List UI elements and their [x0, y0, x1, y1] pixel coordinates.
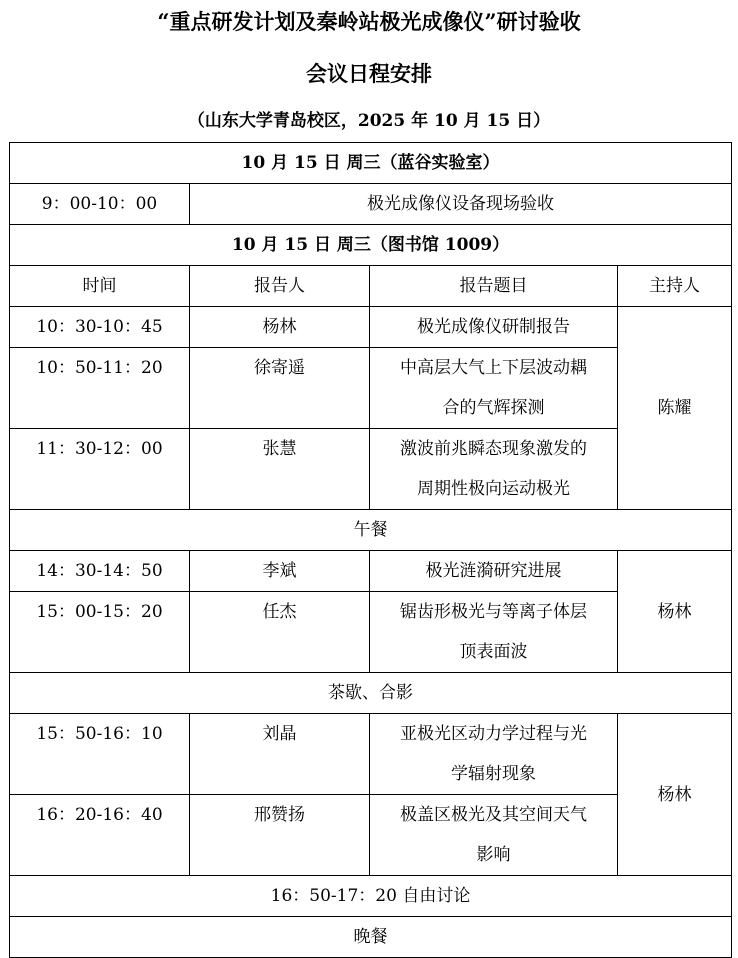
table-row: [10, 225, 732, 266]
speaker-cell: 张慧: [190, 429, 370, 510]
topic-line: 合的气辉探测: [442, 398, 545, 418]
lunch-break-cell: 午餐: [10, 510, 732, 551]
table-row: [10, 307, 732, 348]
topic-cell: [370, 429, 618, 510]
tea-break-cell: 茶歇、合影: [10, 673, 732, 714]
topic-cell: [370, 348, 618, 429]
time-cell: 10：30-10：45: [10, 307, 190, 348]
topic-line: 亚极光区动力学过程与光: [400, 724, 587, 744]
section-heading-lab: 10 月 15 日 周三（蓝谷实验室）: [10, 143, 732, 184]
speaker-cell: 邢赞扬: [190, 795, 370, 876]
topic-cell: [370, 307, 618, 348]
topic-line: 极光涟漪研究进展: [425, 561, 562, 581]
speaker-cell: 任杰: [190, 592, 370, 673]
time-cell: 11：30-12：00: [10, 429, 190, 510]
speaker-cell: 杨林: [190, 307, 370, 348]
table-row: [10, 714, 732, 795]
topic-cell: [370, 592, 618, 673]
table-row: [10, 184, 732, 225]
time-cell: 14：30-14：50: [10, 551, 190, 592]
topic-line: 影响: [476, 845, 511, 865]
topic-cell: [370, 714, 618, 795]
time-cell: 15：00-15：20: [10, 592, 190, 673]
activity-cell: 极光成像仪设备现场验收: [190, 184, 732, 225]
topic-line: 极光成像仪研制报告: [417, 317, 570, 337]
topic-line: 锯齿形极光与等离子体层: [400, 602, 587, 622]
time-cell: 16：20-16：40: [10, 795, 190, 876]
discussion-cell: 16：50-17：20 自由讨论: [10, 876, 732, 917]
column-header-host: 主持人: [618, 266, 732, 307]
topic-line: 顶表面波: [459, 642, 528, 662]
table-header-row: [10, 266, 732, 307]
column-header-topic: 报告题目: [370, 266, 618, 307]
topic-line: 极盖区极光及其空间天气: [400, 805, 587, 825]
column-header-speaker: 报告人: [190, 266, 370, 307]
topic-line: 周期性极向运动极光: [417, 479, 570, 499]
time-cell: 15：50-16：10: [10, 714, 190, 795]
table-row: [10, 876, 732, 917]
table-row: [10, 917, 732, 958]
document-subtitle-title: 会议日程安排: [306, 61, 432, 86]
topic-cell: [370, 551, 618, 592]
topic-line: 学辐射现象: [451, 764, 536, 784]
time-cell: 9：00-10：00: [10, 184, 190, 225]
location-date-line: （山东大学青岛校区，2025 年 10 月 15 日）: [187, 111, 551, 131]
dinner-cell: 晚餐: [10, 917, 732, 958]
speaker-cell: 李斌: [190, 551, 370, 592]
table-row: [10, 673, 732, 714]
topic-line: 中高层大气上下层波动耦: [400, 358, 587, 378]
table-row: [10, 551, 732, 592]
section-heading-library: 10 月 15 日 周三（图书馆 1009）: [10, 225, 732, 266]
topic-line: 激波前兆瞬态现象激发的: [400, 439, 587, 459]
table-row: [10, 143, 732, 184]
speaker-cell: 刘晶: [190, 714, 370, 795]
host-cell: 陈耀: [618, 307, 732, 510]
table-row: [10, 510, 732, 551]
column-header-time: 时间: [10, 266, 190, 307]
document-title: “重点研发计划及秦岭站极光成像仪”研讨验收: [157, 9, 581, 34]
host-cell: 杨林: [618, 714, 732, 876]
topic-cell: [370, 795, 618, 876]
time-cell: 10：50-11：20: [10, 348, 190, 429]
speaker-cell: 徐寄遥: [190, 348, 370, 429]
host-cell: 杨林: [618, 551, 732, 673]
schedule-table: [9, 142, 732, 958]
